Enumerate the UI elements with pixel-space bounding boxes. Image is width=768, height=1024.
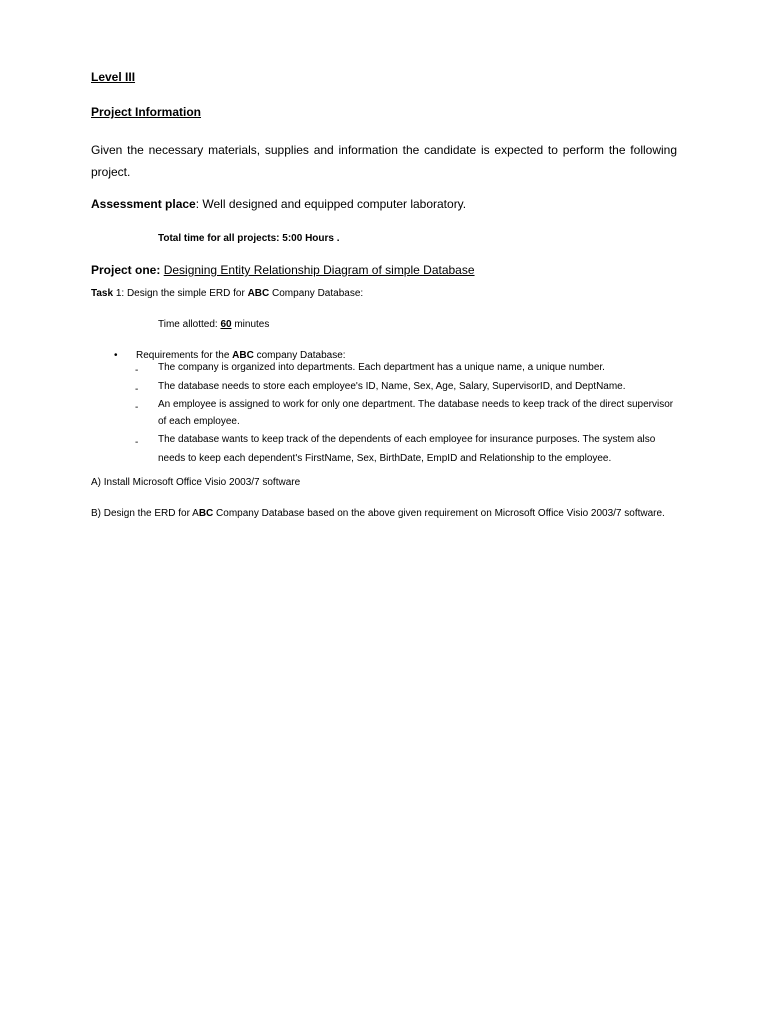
intro-paragraph: Given the necessary materials, supplies and information the candidate is expected to perform the following project.	[91, 143, 677, 179]
requirements-suffix: company Database:	[253, 350, 346, 361]
time-allotted-prefix: Time allotted:	[158, 319, 221, 330]
task-company: ABC	[247, 288, 270, 299]
requirement-item: The database needs to store each employee's ID, Name, Sex, Age, Salary, SupervisorID, and DeptName.	[158, 381, 626, 392]
time-allotted-suffix: minutes	[231, 319, 270, 330]
level-heading: Level III	[91, 70, 136, 84]
project-information-heading: Project Information	[91, 105, 202, 119]
project-one-line	[91, 263, 475, 277]
task-line	[91, 288, 363, 299]
bullet-icon: •	[114, 350, 118, 361]
requirement-item: The database wants to keep track of the dependents of each employee for insurance purposes. The system also	[158, 434, 656, 445]
dash-marker: -	[135, 402, 139, 413]
total-time-line: Total time for all projects: 5:00 Hours .	[158, 233, 340, 244]
option-a-line: A) Install Microsoft Office Visio 2003/7 software	[91, 477, 301, 488]
option-b-prefix: B) Design the ERD for A	[91, 508, 199, 519]
assessment-place-text: : Well designed and equipped computer laboratory.	[195, 197, 467, 211]
task-label: Task	[91, 288, 114, 299]
requirement-item: An employee is assigned to work for only one department. The database needs to keep track of the direct supervisor	[158, 399, 674, 410]
dash-marker: -	[135, 384, 139, 395]
task-suffix: Company Database:	[269, 288, 364, 299]
requirements-line	[136, 350, 346, 361]
project-one-label: Project one:	[91, 263, 161, 277]
dash-marker: -	[135, 437, 139, 448]
requirement-item-continuation: of each employee.	[158, 416, 240, 427]
assessment-place-line	[91, 197, 466, 211]
option-b-bold: BC	[198, 508, 214, 519]
option-b-line	[91, 508, 665, 519]
requirement-item-continuation: needs to keep each dependent's FirstName, Sex, BirthDate, EmpID and Relationship to the employee.	[158, 453, 612, 464]
requirements-company: ABC	[232, 350, 254, 361]
requirement-item: The company is organized into departments. Each department has a unique name, a unique number.	[158, 362, 605, 373]
assessment-place-label: Assessment place	[91, 197, 196, 211]
dash-marker: -	[135, 365, 139, 376]
project-one-title: Designing Entity Relationship Diagram of simple Database	[163, 263, 475, 277]
time-allotted-value: 60	[220, 319, 232, 330]
option-b-suffix: Company Database based on the above given requirement on Microsoft Office Visio 2003/7 software.	[213, 508, 665, 519]
requirements-prefix: Requirements for the	[136, 350, 233, 361]
time-allotted-line	[158, 319, 269, 330]
task-prefix: 1: Design the simple ERD for	[113, 288, 248, 299]
